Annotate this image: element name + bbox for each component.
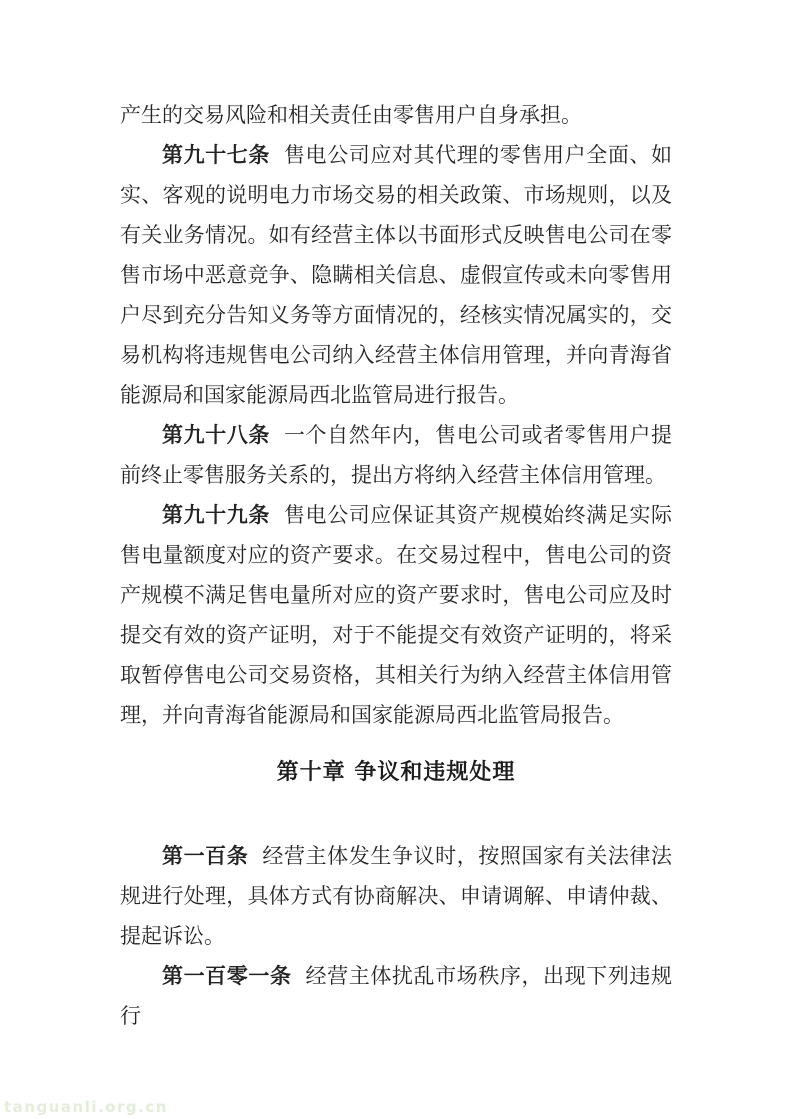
article-99-text: 售电公司应保证其资产规模始终满足实际售电量额度对应的资产要求。在交易过程中，售电公司的资产规模不满足售电量所对应的资产要求时，售电公司应及时提交有效的资产证明，对于不能提交有效资产证明的，将采取暂停售电公司交易资格，其相关行为纳入经营主体信用管理，并向青海省能源局和国家能源局西北监管局报告。	[120, 503, 673, 727]
article-101-number-label: 第一百零一条	[162, 963, 292, 988]
paragraph-continuation	[120, 95, 672, 135]
paragraph-article-98	[120, 415, 672, 495]
article-98-text: 一个自然年内，售电公司或者零售用户提前终止零售服务关系的，提出方将纳入经营主体信用管理。	[120, 423, 673, 487]
document-page	[120, 95, 672, 1036]
watermark-site-text: tanguanli.org.cn	[4, 1098, 168, 1116]
article-97-number-label: 第九十七条	[162, 142, 270, 167]
article-101-text: 经营主体扰乱市场秩序，出现下列违规行	[120, 964, 672, 1028]
paragraph-article-101	[120, 956, 672, 1036]
paragraph-text: 产生的交易风险和相关责任由零售用户自身承担。	[120, 103, 582, 127]
paragraph-article-99	[120, 495, 672, 735]
article-97-text: 售电公司应对其代理的零售用户全面、如实、客观的说明电力市场交易的相关政策、市场规则，以及有关业务情况。如有经营主体以书面形式反映售电公司在零售市场中恶意竞争、隐瞒相关信息、虚假宣传或未向零售用户尽到充分告知义务等方面情况的，经核实情况属实的，交易机构将违规售电公司纳入经营主体信用管理，并向青海省能源局和国家能源局西北监管局进行报告。	[120, 143, 673, 407]
chapter-10-heading: 第十章 争议和违规处理	[276, 760, 516, 785]
paragraph-article-100	[120, 836, 672, 956]
article-98-number-label: 第九十八条	[162, 422, 270, 447]
article-99-number-label: 第九十九条	[162, 502, 270, 527]
article-100-text: 经营主体发生争议时，按照国家有关法律法规进行处理，具体方式有协商解决、申请调解、申请仲裁、提起诉讼。	[120, 844, 673, 948]
paragraph-article-97	[120, 135, 672, 415]
article-100-number-label: 第一百条	[162, 843, 249, 868]
